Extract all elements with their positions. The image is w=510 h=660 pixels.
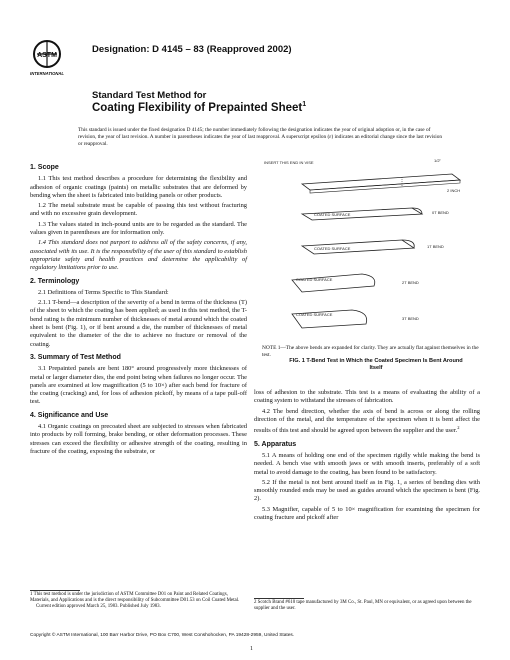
page-title: Coating Flexibility of Prepainted Sheet$^1$ bbox=[92, 101, 307, 114]
paragraph: 2.1.1 T-bend—a description of the severity of a bend in terms of the thickness (T) of the sheet to which the coating has been applied; as used in this test method, the T-bend rating is the minimum number of thicknesses of metal around which the coated sheet is bent (Fig. 1), or if bent around a die, the number of thicknesses of metal equivalent to the diameter of the die to achieve no fracture or removal of the coating. bbox=[30, 299, 247, 348]
footnote-2: 2 Scotch Brand #610 tape manufactured by 3M Co., St. Paul, MN or equivalent, or as agreed upon between the supplier and the user. bbox=[254, 600, 472, 611]
section-heading-significance: 4. Significance and Use bbox=[30, 411, 109, 419]
paragraph: 3.1 Prepainted panels are bent 180° around progressively more thicknesses of metal or larger diameter dies, the end point being when failures no longer occur. The panels are examined at low magnification (5 to 10×) after each bend for fracture of the coating (cracking) and, for loss of adhesion pickoff, by means of a tape pull-off test. bbox=[30, 365, 247, 406]
figure-label-half: 1/2" bbox=[434, 158, 441, 163]
figure-label-0t: 0T BEND bbox=[432, 210, 449, 215]
astm-logo bbox=[30, 38, 64, 78]
figure-note: NOTE 1—The above bends are expanded for clarity. They are actually flat against themselves in the test. bbox=[262, 345, 479, 358]
left-column bbox=[30, 159, 247, 458]
figure-caption: FIG. 1 T-Bend Test in Which the Coated Specimen Is Bent Around Itself bbox=[289, 358, 463, 371]
paragraph: 5.2 If the metal is not bent around itself as in Fig. 1, a series of bending dies with smoothly rounded ends may be used as guides around which the specimen is bent (Fig. 2). bbox=[254, 478, 480, 503]
figure-label-coated-1: COATED SURFACE bbox=[314, 212, 351, 217]
paragraph: 1.4 This standard does not purport to address all of the safety concerns, if any, associated with its use. It is the responsibility of the user of this standard to establish appropriate safety and health practices and determine the applicability of regulatory limitations prior to use. bbox=[30, 239, 247, 272]
section-heading-apparatus: 5. Apparatus bbox=[254, 440, 297, 448]
right-column bbox=[254, 389, 480, 524]
paragraph: 4.1 Organic coatings on precoated sheet are subjected to stresses when fabricated into products by roll forming, brake bending, or other deformation processes. These stresses can exceed the flexibility or adhesive strength of the coating, resulting in fracture of the coating, exposing the substrate, or bbox=[30, 423, 247, 455]
figure-label-insert: INSERT THIS END IN VISE bbox=[264, 160, 314, 165]
section-heading-summary: 3. Summary of Test Method bbox=[30, 353, 121, 361]
designation: Designation: D 4145 – 83 (Reapproved 2002) bbox=[92, 44, 292, 55]
footnote-1: 1 This test method is under the jurisdiction of ASTM Committee D01 on Paint and Related Coatings, Materials, and Applications and is the direct responsibility of Subcommittee D01.53 on Coil Coated Metal. Current edition approved March 25, 1983. Published July 1983. bbox=[30, 592, 240, 609]
footnote-rule bbox=[30, 590, 80, 591]
section-heading-terminology: 2. Terminology bbox=[30, 277, 80, 285]
title-footnote-mark: 1 bbox=[302, 101, 307, 108]
figure-label-3t: 3T BEND bbox=[402, 316, 419, 321]
paragraph: 5.1 A means of holding one end of the specimen rigidly while making the bend is needed. A bench vise with smooth jaws or with smooth inserts, preferably of a soft metal to avoid damage to the coating, has been found to be satisfactory. bbox=[254, 451, 480, 476]
paragraph: 2.1 Definitions of Terms Specific to This Standard: bbox=[38, 288, 169, 296]
figure-label-2t: 2T BEND bbox=[402, 280, 419, 285]
figure-label-1t: 1T BEND bbox=[427, 244, 444, 249]
figure-label-coated-3: COATED SURFACE bbox=[296, 277, 333, 282]
figure-label-coated-2: COATED SURFACE bbox=[314, 246, 351, 251]
copyright: Copyright © ASTM International, 100 Barr Harbor Drive, PO Box C700, West Conshohocken, PA 19428-2959, United States. bbox=[30, 633, 295, 638]
figure-label-two-inch: 2 INCH bbox=[447, 188, 461, 193]
logo-text: ASTM bbox=[37, 52, 57, 59]
figure-label-coated-4: COATED SURFACE bbox=[296, 312, 333, 317]
footnote-rule bbox=[254, 598, 304, 599]
paragraph: loss of adhesion to the substrate. This test is a means of evaluating the ability of a coating system to withstand the stresses of fabrication. bbox=[254, 389, 480, 405]
paragraph: 4.2 The bend direction, whether the axis of bend is across or along the rolling direction of the metal, and the temperature of the specimen when it is bent affect the results of this test and should be agreed upon between the supplier and the user.$^2$ bbox=[254, 407, 480, 435]
section-heading-scope: 1. Scope bbox=[30, 164, 59, 171]
figure-t-bend bbox=[262, 156, 478, 344]
paragraph: 1.1 This test method describes a procedure for determining the flexibility and adhesion of organic coatings (paints) on metallic substrates that are deformed by bending when the sheet is fabricated into building panels or other products. bbox=[30, 175, 247, 199]
issued-note: This standard is issued under the fixed designation D 4145; the number immediately following the designation indicates the year of original adoption or, in the case of revision, the year of last revision. A number in parentheses indicates the year of last reapproval. A superscript epsilon (ε) indicates an editorial change since the last revision or reapproval. bbox=[78, 127, 443, 147]
paragraph: 1.2 The metal substrate must be capable of passing this test without fracturing and with no excessive grain development. bbox=[30, 202, 247, 218]
page-number: 1 bbox=[250, 646, 253, 652]
paragraph: 1.3 The values stated in inch-pound units are to be regarded as the standard. The values given in parentheses are for information only. bbox=[30, 220, 247, 237]
footnote-mark: 2 bbox=[457, 425, 460, 431]
paragraph: 5.3 Magnifier, capable of 5 to 10× magnification for examining the specimen for coating fracture and pickoff after bbox=[254, 505, 480, 521]
title-line1: Standard Test Method for bbox=[92, 90, 207, 101]
logo-subtext: INTERNATIONAL bbox=[30, 71, 64, 76]
